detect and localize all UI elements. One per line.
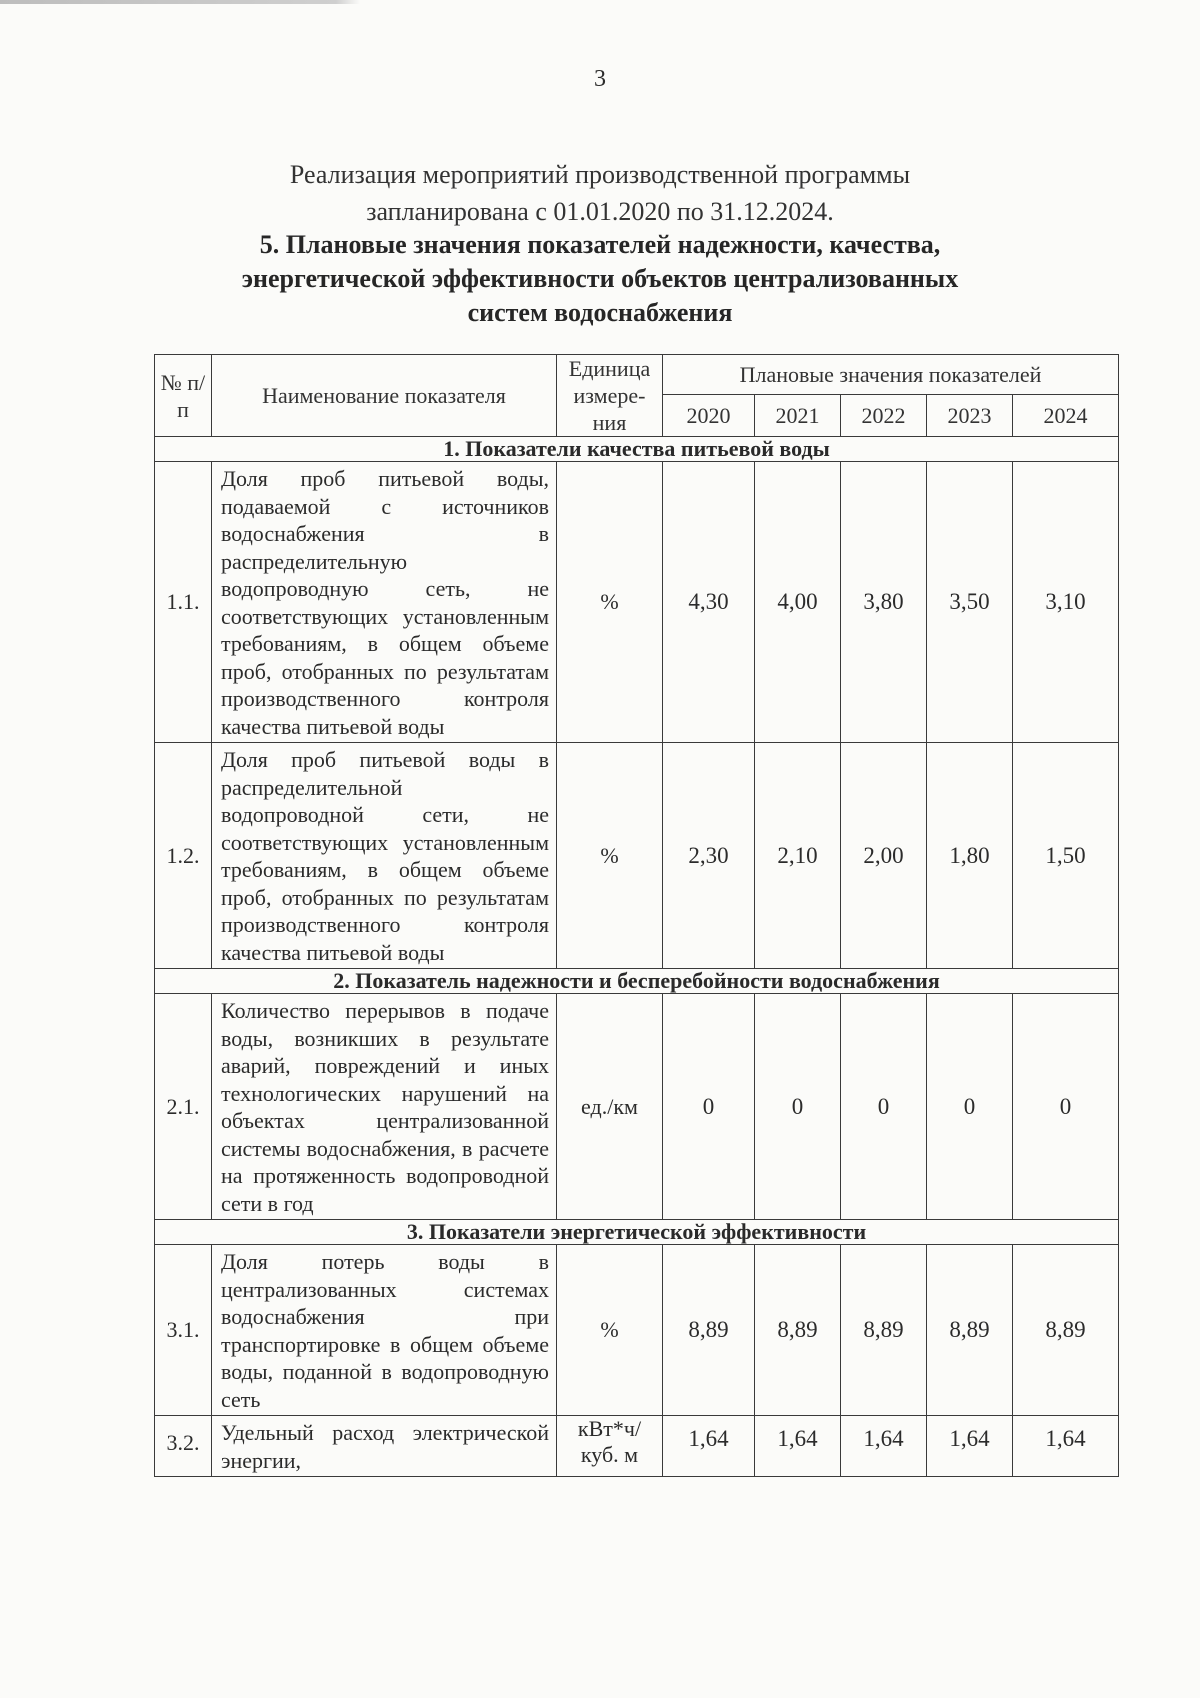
page-number: 3 [594,66,606,92]
intro-line-2: запланирована с 01.01.2020 по 31.12.2024. [366,197,834,226]
indicator-name: Доля проб питьевой воды в распределительной водопроводной сети, не соответствующих установленным требованиям, в общем объеме проб, отобранных по результатам производственного контроля качества питьевой воды [212,743,557,969]
value-cell: 8,89 [841,1245,927,1416]
unit-cell: % [557,462,663,743]
heading-line-1: 5. Плановые значения показателей надежности, качества, [259,230,941,259]
row-number: 2.1. [155,994,212,1220]
header-year: 2022 [841,395,927,437]
row-number: 1.1. [155,462,212,743]
value-cell: 8,89 [755,1245,841,1416]
value-cell: 0 [927,994,1013,1220]
section-row [155,437,1119,462]
row-number: 3.2. [155,1416,212,1477]
indicator-name: Доля потерь воды в централизованных системах водоснабжения при транспортировке в общем объеме воды, поданной в водопроводную сеть [212,1245,557,1416]
header-name: Наименование показателя [212,355,557,437]
value-cell: 8,89 [1013,1245,1119,1416]
value-cell: 2,00 [841,743,927,969]
value-cell: 1,50 [1013,743,1119,969]
header-plan: Плановые значения показателей [663,355,1119,395]
indicator-name: Удельный расход электрической энергии, [212,1416,557,1477]
header-year: 2023 [927,395,1013,437]
header-year: 2024 [1013,395,1119,437]
value-cell: 0 [841,994,927,1220]
value-cell: 1,80 [927,743,1013,969]
value-cell: 2,10 [755,743,841,969]
value-cell: 3,50 [927,462,1013,743]
unit-cell: кВт*ч/ куб. м [557,1416,663,1477]
value-cell: 4,30 [663,462,755,743]
value-cell: 1,64 [927,1416,1013,1477]
section-title: 1. Показатели качества питьевой воды [155,437,1119,462]
section-row [155,969,1119,994]
table-row [155,994,1119,1220]
section-row [155,1220,1119,1245]
value-cell: 8,89 [927,1245,1013,1416]
intro-line-1: Реализация мероприятий производственной программы [289,160,911,189]
table-header-row [155,355,1119,395]
value-cell: 1,64 [755,1416,841,1477]
table-row [155,1245,1119,1416]
heading-line-3: систем водоснабжения [467,298,733,327]
header-unit: Единица измере-ния [557,355,663,437]
unit-cell: % [557,743,663,969]
section-heading [0,228,1200,330]
header-num: № п/п [155,355,212,437]
unit-cell: % [557,1245,663,1416]
value-cell: 4,00 [755,462,841,743]
section-title: 3. Показатели энергетической эффективности [155,1220,1119,1245]
value-cell: 0 [755,994,841,1220]
heading-line-2: энергетической эффективности объектов централизованных [241,264,959,293]
section-title: 2. Показатель надежности и бесперебойности водоснабжения [155,969,1119,994]
table-row [155,1416,1119,1477]
value-cell: 3,80 [841,462,927,743]
unit-cell: ед./км [557,994,663,1220]
table-row [155,743,1119,969]
value-cell: 1,64 [663,1416,755,1477]
value-cell: 8,89 [663,1245,755,1416]
value-cell: 3,10 [1013,462,1119,743]
header-year: 2021 [755,395,841,437]
scan-edge-line [0,0,1200,4]
row-number: 3.1. [155,1245,212,1416]
row-number: 1.2. [155,743,212,969]
value-cell: 0 [1013,994,1119,1220]
header-year: 2020 [663,395,755,437]
indicator-name: Доля проб питьевой воды, подаваемой с источников водоснабжения в распределительную водопроводную сеть, не соответствующих установленным требованиям, в общем объеме проб, отобранных по результатам производственного контроля качества питьевой воды [212,462,557,743]
value-cell: 0 [663,994,755,1220]
intro-text [0,156,1200,230]
value-cell: 1,64 [1013,1416,1119,1477]
value-cell: 2,30 [663,743,755,969]
indicators-table [154,354,1119,1477]
value-cell: 1,64 [841,1416,927,1477]
indicator-name: Количество перерывов в подаче воды, возникших в результате аварий, повреждений и иных технологических нарушений на объектах централизованной системы водоснабжения, в расчете на протяженность водопроводной сети в год [212,994,557,1220]
table-row [155,462,1119,743]
